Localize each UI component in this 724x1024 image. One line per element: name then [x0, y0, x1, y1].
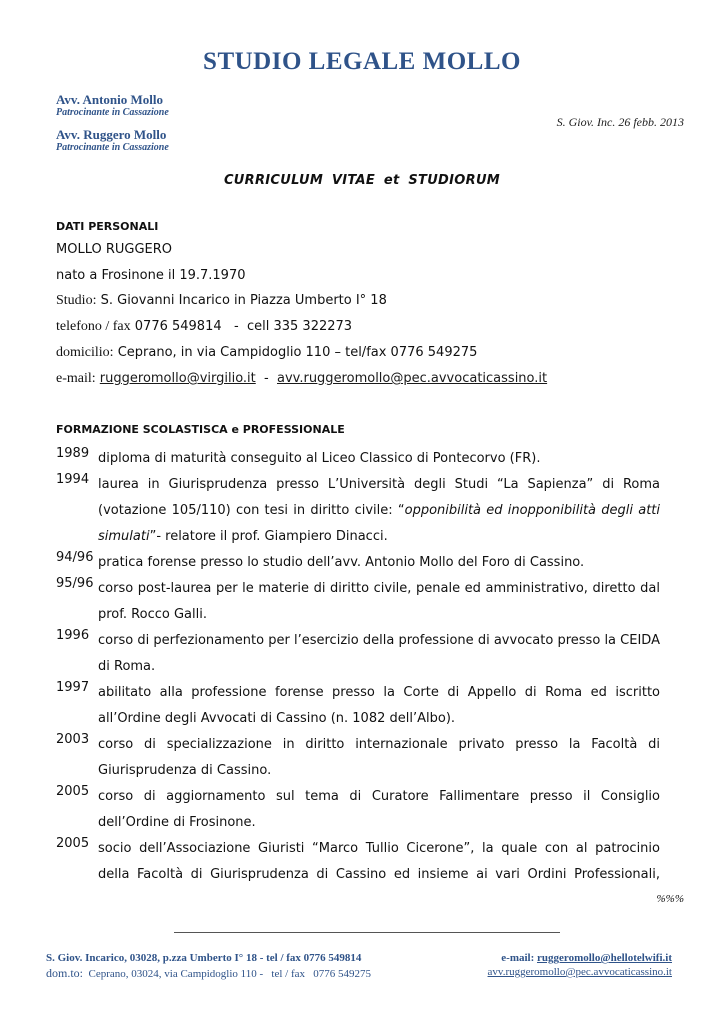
email-link-1[interactable]: ruggeromollo@virgilio.it: [99, 371, 256, 386]
entry-line: corso post-laurea per le materie di diritto civile, penale ed amministrativo, diretto dal: [98, 581, 660, 596]
entry-year: 2005: [56, 784, 90, 799]
footer-email-link-1[interactable]: ruggeromollo@hellotelwifi.it: [537, 952, 672, 964]
entry-line: di Roma.: [98, 659, 156, 674]
footer-divider: [174, 932, 560, 933]
entry-line: socio dell’Associazione Giuristi “Marco Tullio Cicerone”, la quale con al patrocinio: [98, 841, 660, 856]
footer-email-label: e-mail:: [501, 952, 538, 964]
entry-description: [98, 550, 660, 576]
letterhead-title: STUDIO LEGALE MOLLO: [203, 48, 521, 75]
entry-description: [98, 628, 660, 680]
footer-email-link-2[interactable]: avv.ruggeromollo@pec.avvocaticassino.it: [487, 966, 672, 978]
studio-label: Studio:: [56, 293, 97, 308]
entry-line: Giurisprudenza di Cassino.: [98, 763, 272, 778]
entry-line: simulati”- relatore il prof. Giampiero Dinacci.: [98, 529, 388, 544]
continuation-marks: %%%: [656, 893, 684, 905]
entry-line: dell’Ordine di Frosinone.: [98, 815, 256, 830]
entry-line: (votazione 105/110) con tesi in diritto civile: “opponibilità ed inopponibilità degli atti: [98, 503, 660, 518]
footer-email-line-2: [488, 966, 672, 978]
domicile-value: Ceprano, in via Campidoglio 110 – tel/fax 0776 549275: [117, 345, 478, 360]
entry-year: 94/96: [56, 550, 94, 565]
entry-line: pratica forense presso lo studio dell’avv. Antonio Mollo del Foro di Cassino.: [98, 555, 585, 570]
email-line: [56, 371, 547, 387]
entry-line: diploma di maturità conseguito al Liceo Classico di Pontecorvo (FR).: [98, 451, 541, 466]
section-heading-personal: DATI PERSONALI: [56, 220, 159, 233]
studio-line: [56, 293, 387, 309]
entry-line: corso di perfezionamento per l’esercizio della professione di avvocato presso la CEIDA: [98, 633, 660, 648]
entry-line: prof. Rocco Galli.: [98, 607, 207, 622]
footer-dom-value: Ceprano, 03024, via Campidoglio 110 - tel / fax 0776 549275: [83, 968, 372, 980]
birth-info: nato a Frosinone il 19.7.1970: [56, 268, 246, 283]
entry-description: [98, 576, 660, 628]
entry-description: [98, 472, 660, 550]
footer-address-studio: S. Giov. Incarico, 03028, p.zza Umberto I° 18 - tel / fax 0776 549814: [46, 952, 362, 964]
entry-year: 1997: [56, 680, 90, 695]
email-label: e-mail:: [56, 371, 96, 386]
document-date: S. Giov. Inc. 26 febb. 2013: [556, 115, 684, 129]
entry-description: [98, 446, 660, 472]
entry-description: [98, 836, 660, 888]
document-title: CURRICULUM VITAE et STUDIORUM: [223, 173, 501, 188]
email-link-2[interactable]: avv.ruggeromollo@pec.avvocaticassino.it: [277, 371, 548, 386]
phone-line: [56, 319, 352, 335]
entry-year: 1994: [56, 472, 90, 487]
entry-line: all’Ordine degli Avvocati di Cassino (n. 1082 dell’Albo).: [98, 711, 456, 726]
domicile-line: [56, 345, 477, 361]
entry-year: 1989: [56, 446, 90, 461]
email-separator: -: [255, 371, 277, 386]
entry-year: 95/96: [56, 576, 94, 591]
entry-description: [98, 732, 660, 784]
lawyer-name-ruggero: Avv. Ruggero Mollo: [56, 127, 167, 142]
entry-year: 2005: [56, 836, 90, 851]
phone-value: 0776 549814 - cell 335 322273: [134, 319, 353, 334]
lawyer-subtitle-antonio: Patrocinante in Cassazione: [56, 107, 169, 118]
person-name: MOLLO RUGGERO: [56, 242, 173, 257]
entry-description: [98, 680, 660, 732]
entry-description: [98, 784, 660, 836]
entry-line: della Facoltà di Giurisprudenza di Cassino ed insieme ai vari Ordini Professionali,: [98, 867, 660, 882]
entry-line: laurea in Giurisprudenza presso L’Università degli Studi “La Sapienza” di Roma: [98, 477, 660, 492]
section-heading-education: FORMAZIONE SCOLASTISCA e PROFESSIONALE: [56, 423, 345, 436]
domicile-label: domicilio:: [56, 345, 114, 360]
studio-value: S. Giovanni Incarico in Piazza Umberto I° 18: [100, 293, 387, 308]
footer-address-domicile: [46, 966, 371, 981]
lawyer-name-antonio: Avv. Antonio Mollo: [56, 92, 164, 107]
footer-email-line: [501, 952, 672, 964]
entry-line: abilitato alla professione forense presso la Corte di Appello di Roma ed iscritto: [98, 685, 660, 700]
entry-year: 2003: [56, 732, 90, 747]
entry-line: corso di specializzazione in diritto internazionale privato presso la Facoltà di: [98, 737, 660, 752]
footer-dom-label: dom.to:: [46, 966, 84, 980]
phone-label: telefono / fax: [56, 319, 131, 334]
lawyer-subtitle-ruggero: Patrocinante in Cassazione: [56, 142, 169, 153]
entry-year: 1996: [56, 628, 90, 643]
entry-line: corso di aggiornamento sul tema di Curatore Fallimentare presso il Consiglio: [98, 789, 660, 804]
